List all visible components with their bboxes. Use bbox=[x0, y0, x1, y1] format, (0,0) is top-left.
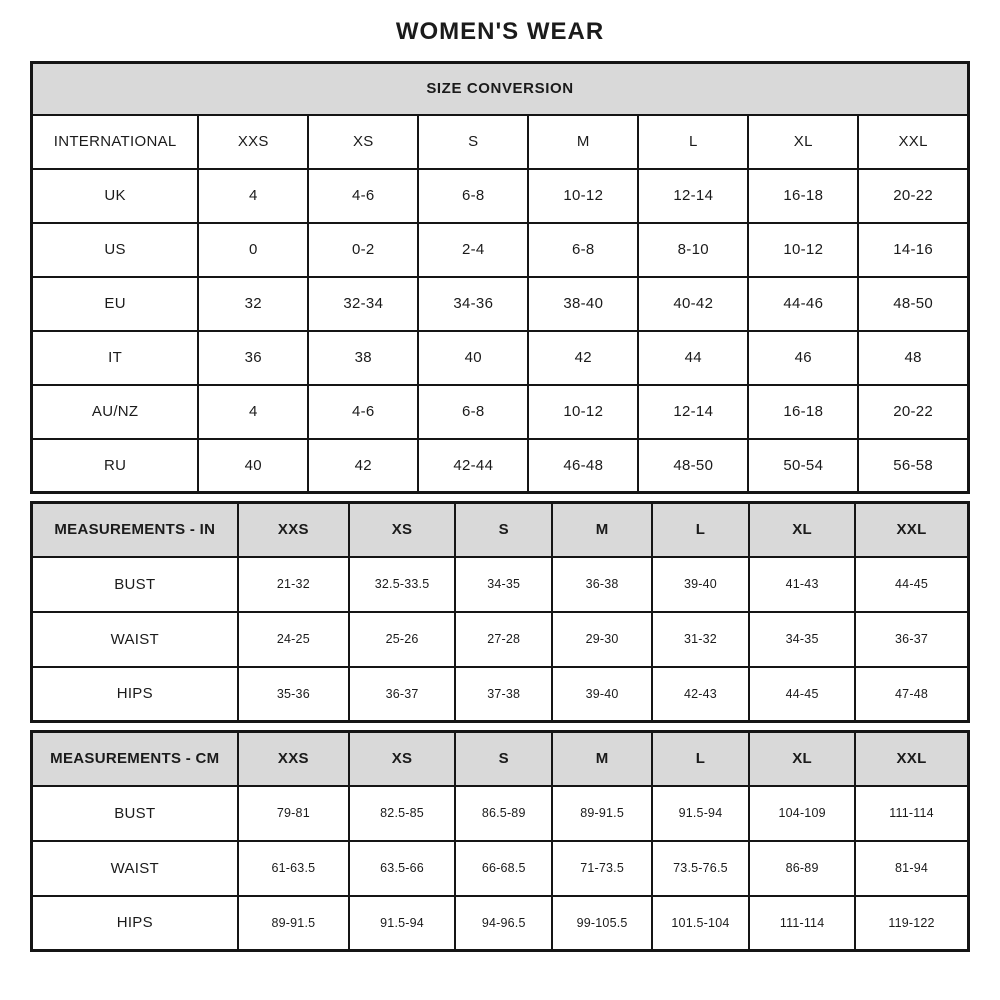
page-title: WOMEN'S WEAR bbox=[395, 18, 605, 45]
value-cell: 21-32 bbox=[238, 557, 350, 612]
value-cell: 81-94 bbox=[855, 841, 968, 896]
row-label: US bbox=[32, 223, 199, 277]
measurements-cm-row-hips bbox=[32, 896, 969, 951]
value-cell: 44-45 bbox=[749, 667, 855, 722]
value-cell: 44-45 bbox=[855, 557, 968, 612]
value-cell: 0 bbox=[198, 223, 308, 277]
row-label: EU bbox=[32, 277, 199, 331]
row-label: BUST bbox=[32, 786, 238, 841]
value-cell: 89-91.5 bbox=[552, 786, 651, 841]
size-column-header: XXL bbox=[855, 732, 968, 786]
measurements-cm-table bbox=[30, 730, 970, 952]
size-column-header: XL bbox=[748, 115, 858, 169]
measurements-cm-table-body bbox=[32, 732, 969, 951]
size-conversion-row-us bbox=[32, 223, 969, 277]
value-cell: 73.5-76.5 bbox=[652, 841, 749, 896]
value-cell: 39-40 bbox=[552, 667, 651, 722]
size-column-header: L bbox=[638, 115, 748, 169]
row-label: HIPS bbox=[32, 896, 238, 951]
value-cell: 42 bbox=[308, 439, 418, 493]
size-column-header: XS bbox=[349, 732, 455, 786]
value-cell: 40-42 bbox=[638, 277, 748, 331]
row-label: HIPS bbox=[32, 667, 238, 722]
value-cell: 36-38 bbox=[552, 557, 651, 612]
measurements-in-table-body bbox=[32, 503, 969, 722]
row-label: BUST bbox=[32, 557, 238, 612]
size-column-header: M bbox=[552, 732, 651, 786]
value-cell: 36-37 bbox=[855, 612, 968, 667]
row-label: WAIST bbox=[32, 841, 238, 896]
value-cell: 10-12 bbox=[528, 169, 638, 223]
value-cell: 34-35 bbox=[455, 557, 552, 612]
value-cell: 0-2 bbox=[308, 223, 418, 277]
value-cell: 42 bbox=[528, 331, 638, 385]
value-cell: 6-8 bbox=[528, 223, 638, 277]
measurements-in-table bbox=[30, 501, 970, 723]
measurements-in-row-waist bbox=[32, 612, 969, 667]
value-cell: 66-68.5 bbox=[455, 841, 552, 896]
value-cell: 89-91.5 bbox=[238, 896, 350, 951]
value-cell: 86-89 bbox=[749, 841, 855, 896]
value-cell: 86.5-89 bbox=[455, 786, 552, 841]
value-cell: 61-63.5 bbox=[238, 841, 350, 896]
value-cell: 47-48 bbox=[855, 667, 968, 722]
size-conversion-row-eu bbox=[32, 277, 969, 331]
value-cell: 40 bbox=[418, 331, 528, 385]
value-cell: 34-35 bbox=[749, 612, 855, 667]
value-cell: 12-14 bbox=[638, 169, 748, 223]
row-label-header: MEASUREMENTS - IN bbox=[32, 503, 238, 557]
measurements-in-row-bust bbox=[32, 557, 969, 612]
measurements-cm-row-bust bbox=[32, 786, 969, 841]
value-cell: 71-73.5 bbox=[552, 841, 651, 896]
size-column-header: XXL bbox=[855, 503, 968, 557]
value-cell: 20-22 bbox=[858, 385, 968, 439]
value-cell: 42-43 bbox=[652, 667, 749, 722]
size-conversion-row-au-nz bbox=[32, 385, 969, 439]
value-cell: 2-4 bbox=[418, 223, 528, 277]
value-cell: 39-40 bbox=[652, 557, 749, 612]
size-conversion-row-uk bbox=[32, 169, 969, 223]
row-label-header: MEASUREMENTS - CM bbox=[32, 732, 238, 786]
value-cell: 35-36 bbox=[238, 667, 350, 722]
value-cell: 25-26 bbox=[349, 612, 455, 667]
measurements-cm-header-row bbox=[32, 732, 969, 786]
value-cell: 20-22 bbox=[858, 169, 968, 223]
value-cell: 91.5-94 bbox=[652, 786, 749, 841]
value-cell: 31-32 bbox=[652, 612, 749, 667]
value-cell: 29-30 bbox=[552, 612, 651, 667]
row-label: AU/NZ bbox=[32, 385, 199, 439]
size-column-header: L bbox=[652, 732, 749, 786]
value-cell: 4 bbox=[198, 169, 308, 223]
value-cell: 46-48 bbox=[528, 439, 638, 493]
value-cell: 119-122 bbox=[855, 896, 968, 951]
value-cell: 50-54 bbox=[748, 439, 858, 493]
value-cell: 41-43 bbox=[749, 557, 855, 612]
row-label-header: INTERNATIONAL bbox=[32, 115, 199, 169]
value-cell: 6-8 bbox=[418, 385, 528, 439]
value-cell: 37-38 bbox=[455, 667, 552, 722]
value-cell: 32 bbox=[198, 277, 308, 331]
value-cell: 111-114 bbox=[749, 896, 855, 951]
value-cell: 40 bbox=[198, 439, 308, 493]
value-cell: 79-81 bbox=[238, 786, 350, 841]
value-cell: 10-12 bbox=[748, 223, 858, 277]
value-cell: 24-25 bbox=[238, 612, 350, 667]
size-column-header: XXS bbox=[198, 115, 308, 169]
value-cell: 101.5-104 bbox=[652, 896, 749, 951]
size-column-header: S bbox=[455, 732, 552, 786]
size-conversion-table bbox=[30, 61, 970, 494]
value-cell: 56-58 bbox=[858, 439, 968, 493]
size-conversion-table-body bbox=[32, 63, 969, 493]
row-label: WAIST bbox=[32, 612, 238, 667]
row-label: RU bbox=[32, 439, 199, 493]
value-cell: 32-34 bbox=[308, 277, 418, 331]
value-cell: 44-46 bbox=[748, 277, 858, 331]
value-cell: 14-16 bbox=[858, 223, 968, 277]
row-label: UK bbox=[32, 169, 199, 223]
size-conversion-banner-row bbox=[32, 63, 969, 115]
value-cell: 94-96.5 bbox=[455, 896, 552, 951]
size-column-header: XL bbox=[749, 732, 855, 786]
value-cell: 32.5-33.5 bbox=[349, 557, 455, 612]
measurements-in-header-row bbox=[32, 503, 969, 557]
size-column-header: XL bbox=[749, 503, 855, 557]
size-column-header: XS bbox=[308, 115, 418, 169]
value-cell: 4-6 bbox=[308, 385, 418, 439]
value-cell: 16-18 bbox=[748, 385, 858, 439]
value-cell: 16-18 bbox=[748, 169, 858, 223]
size-conversion-header-row bbox=[32, 115, 969, 169]
size-column-header: S bbox=[418, 115, 528, 169]
value-cell: 48 bbox=[858, 331, 968, 385]
value-cell: 8-10 bbox=[638, 223, 748, 277]
value-cell: 27-28 bbox=[455, 612, 552, 667]
value-cell: 4 bbox=[198, 385, 308, 439]
value-cell: 111-114 bbox=[855, 786, 968, 841]
size-conversion-row-ru bbox=[32, 439, 969, 493]
value-cell: 91.5-94 bbox=[349, 896, 455, 951]
value-cell: 63.5-66 bbox=[349, 841, 455, 896]
size-column-header: XXS bbox=[238, 732, 350, 786]
value-cell: 48-50 bbox=[858, 277, 968, 331]
size-column-header: M bbox=[528, 115, 638, 169]
value-cell: 104-109 bbox=[749, 786, 855, 841]
value-cell: 44 bbox=[638, 331, 748, 385]
value-cell: 99-105.5 bbox=[552, 896, 651, 951]
measurements-in-row-hips bbox=[32, 667, 969, 722]
value-cell: 82.5-85 bbox=[349, 786, 455, 841]
row-label: IT bbox=[32, 331, 199, 385]
value-cell: 42-44 bbox=[418, 439, 528, 493]
size-column-header: XXL bbox=[858, 115, 968, 169]
size-column-header: M bbox=[552, 503, 651, 557]
size-column-header: S bbox=[455, 503, 552, 557]
value-cell: 4-6 bbox=[308, 169, 418, 223]
size-column-header: L bbox=[652, 503, 749, 557]
value-cell: 46 bbox=[748, 331, 858, 385]
value-cell: 12-14 bbox=[638, 385, 748, 439]
value-cell: 34-36 bbox=[418, 277, 528, 331]
value-cell: 10-12 bbox=[528, 385, 638, 439]
value-cell: 36 bbox=[198, 331, 308, 385]
measurements-cm-row-waist bbox=[32, 841, 969, 896]
value-cell: 38-40 bbox=[528, 277, 638, 331]
value-cell: 6-8 bbox=[418, 169, 528, 223]
size-column-header: XXS bbox=[238, 503, 350, 557]
size-conversion-banner-title: SIZE CONVERSION bbox=[32, 63, 969, 115]
size-conversion-row-it bbox=[32, 331, 969, 385]
value-cell: 36-37 bbox=[349, 667, 455, 722]
value-cell: 38 bbox=[308, 331, 418, 385]
size-column-header: XS bbox=[349, 503, 455, 557]
value-cell: 48-50 bbox=[638, 439, 748, 493]
